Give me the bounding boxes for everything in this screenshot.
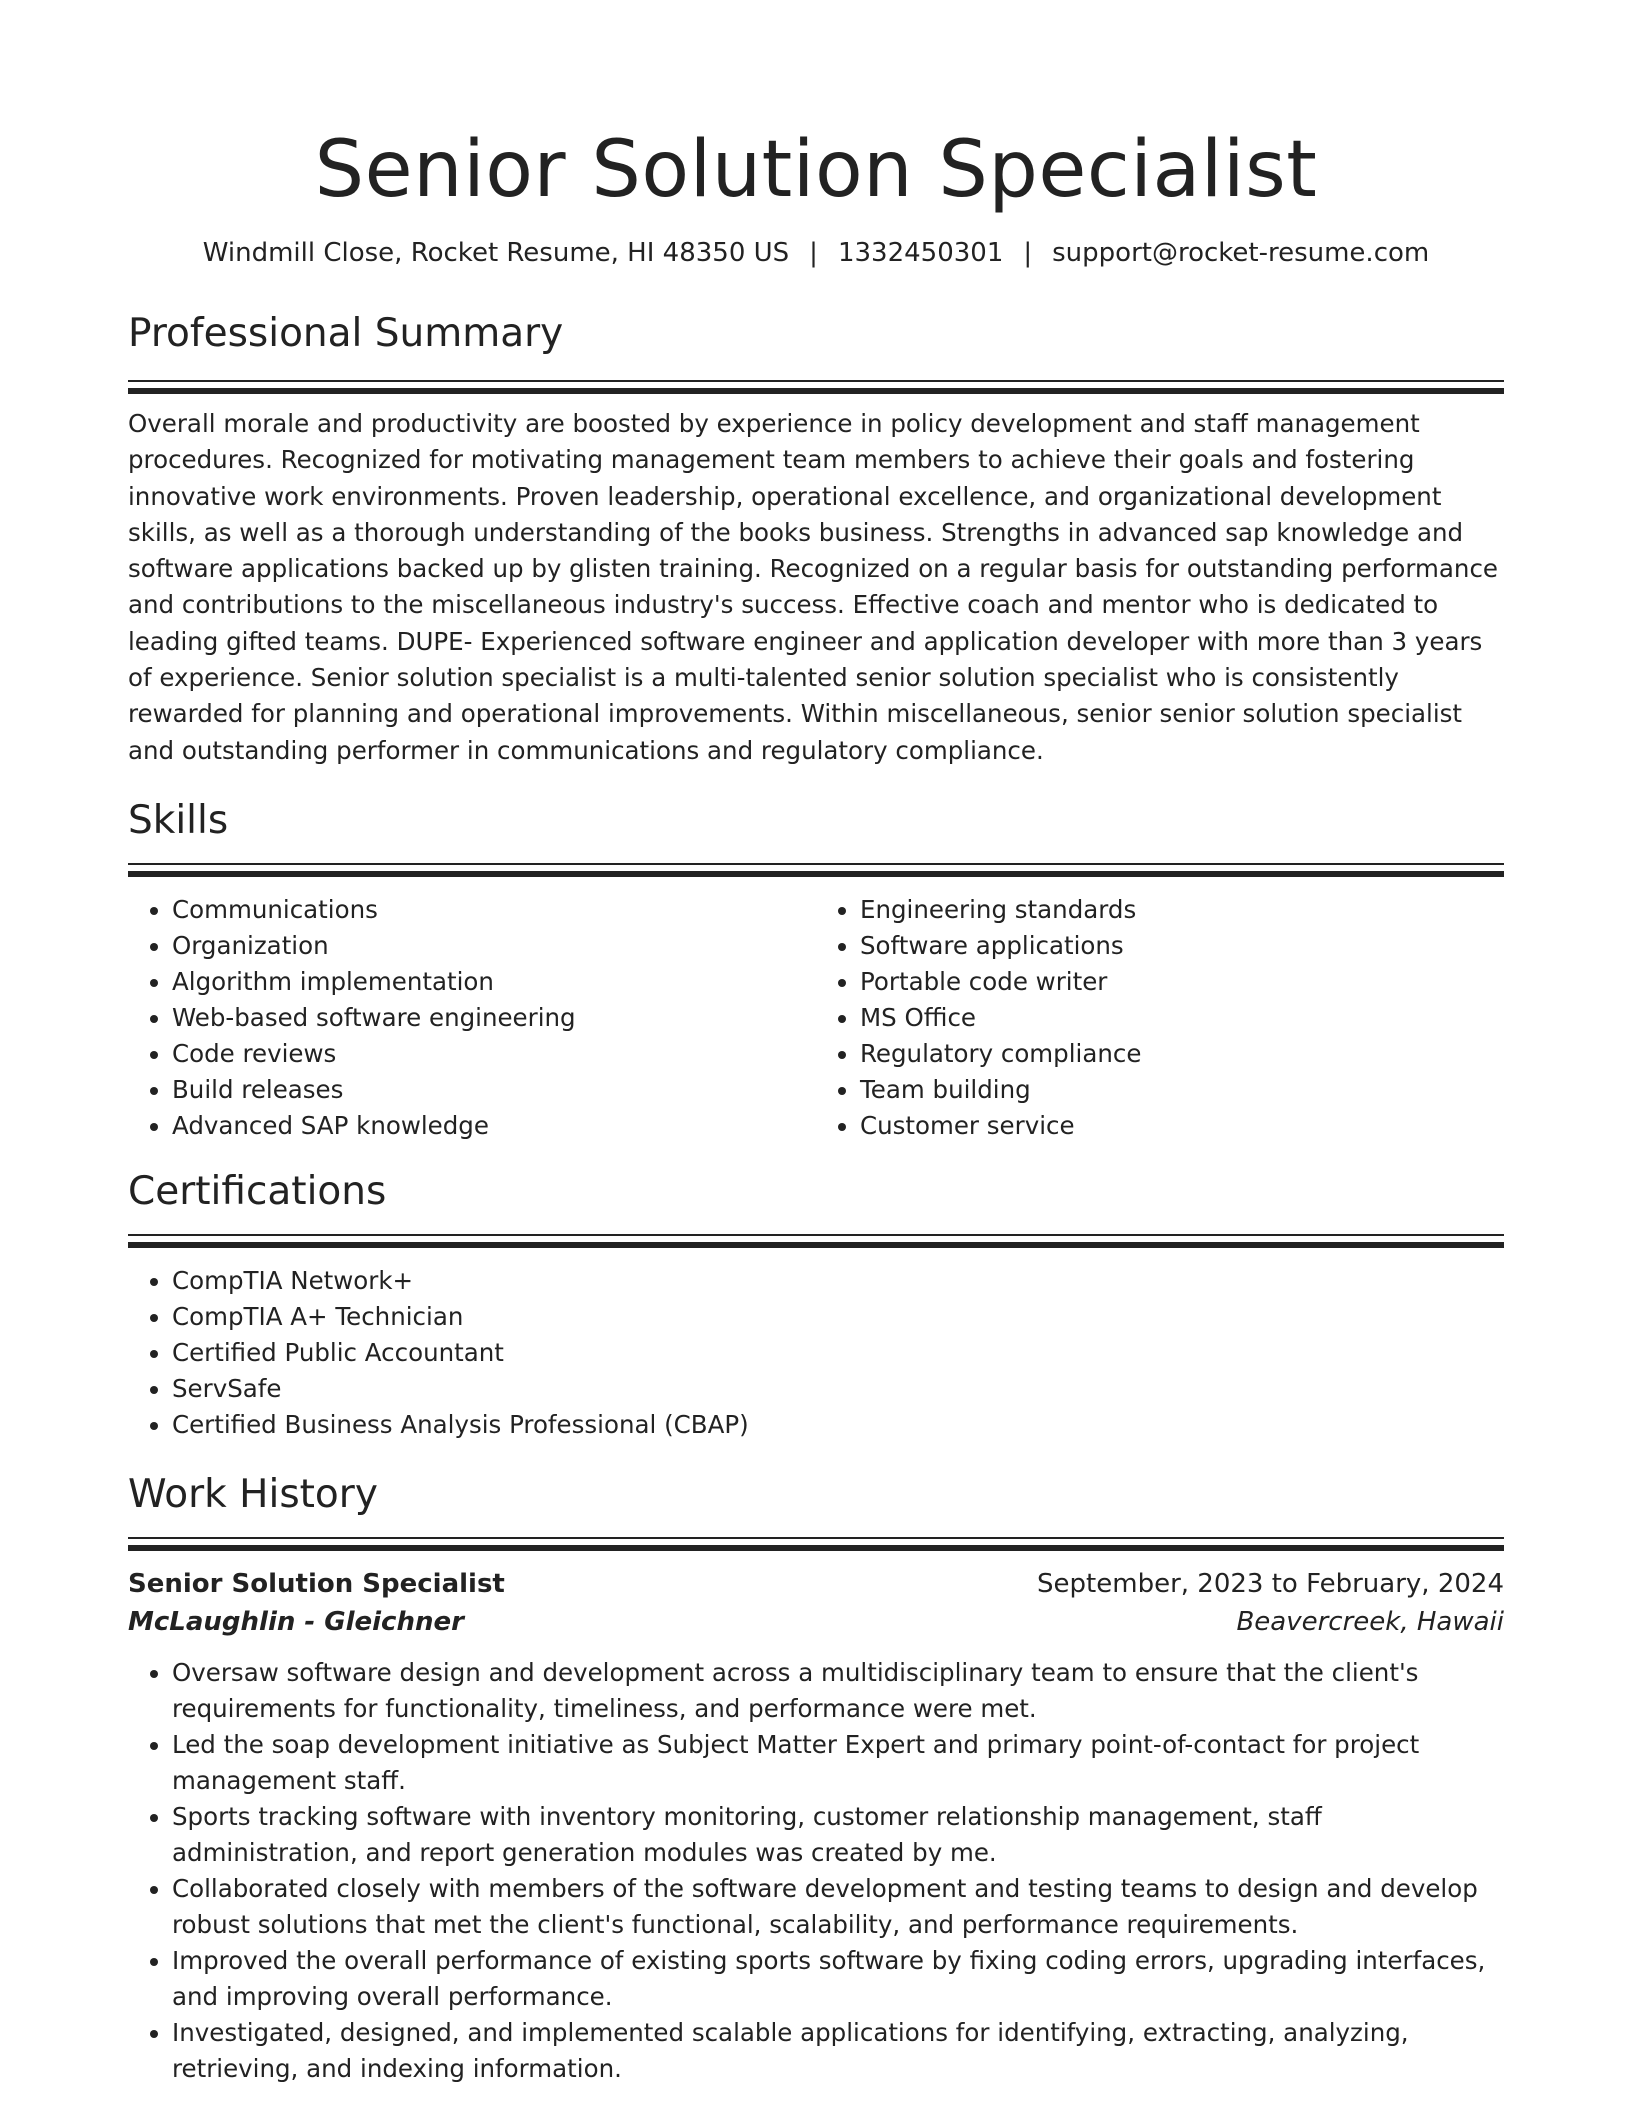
job-bullet: • Oversaw software design and development across a multidisciplinary team to ensure that the client's requirements for functionality, timeliness, and performance were met. (172, 1655, 1504, 1727)
contact-address: Windmill Close, Rocket Resume, HI 48350 US (202, 238, 790, 268)
job-dates: September, 2023 to February, 2024 (1037, 1568, 1504, 1599)
section-divider (128, 380, 1504, 382)
certification-item: • CompTIA Network+ (172, 1263, 1504, 1299)
skill-item: • Team building (860, 1072, 1504, 1108)
skill-item: • MS Office (860, 1000, 1504, 1036)
job-entry (128, 1565, 1504, 2087)
certifications-list (128, 1263, 1504, 1443)
section-divider (128, 1242, 1504, 1248)
job-bullet: • Sports tracking software with inventory monitoring, customer relationship management, staff administration, and report generation modules was created by me. (172, 1799, 1504, 1871)
summary-text: Overall morale and productivity are boosted by experience in policy development and staff management procedures. Recognized for motivating management team members to achieve their goals and fostering innovative work environments. Proven leadership, operational excellence, and organizational development skills, as well as a thorough understanding of the books business. Strengths in advanced sap knowledge and software applications backed up by glisten training. Recognized on a regular basis for outstanding performance and contributions to the miscellaneous industry's success. Effective coach and mentor who is dedicated to leading gifted teams. DUPE- Experienced software engineer and application developer with more than 3 years of experience. Senior solution specialist is a multi-talented senior solution specialist who is consistently rewarded for planning and operational improvements. Within miscellaneous, senior senior solution specialist and outstanding performer in communications and regulatory compliance. (128, 409, 1499, 765)
skill-item: • Advanced SAP knowledge (172, 1108, 816, 1144)
skill-item: • Code reviews (172, 1036, 816, 1072)
skills-columns (128, 892, 1504, 1144)
contact-email[interactable]: support@rocket-resume.com (1052, 238, 1430, 268)
certification-item: • ServSafe (172, 1371, 1504, 1407)
skill-item: • Algorithm implementation (172, 964, 816, 1000)
job-bullet: • Collaborated closely with members of the software development and testing teams to design and develop robust solutions that met the client's functional, scalability, and performance requirements. (172, 1871, 1504, 1943)
contact-separator: | (809, 238, 818, 268)
skill-item: • Organization (172, 928, 816, 964)
skills-right-column (816, 892, 1504, 1144)
contact-line (128, 236, 1504, 270)
skill-item: • Customer service (860, 1108, 1504, 1144)
skill-item: • Engineering standards (860, 892, 1504, 928)
job-bullets (128, 1655, 1504, 2087)
section-divider (128, 871, 1504, 877)
section-heading-summary: Professional Summary (128, 311, 564, 356)
section-heading-certifications: Certifications (128, 1168, 387, 1214)
job-bullet: • Investigated, designed, and implemented scalable applications for identifying, extracting, analyzing, retrieving, and indexing information. (172, 2015, 1504, 2087)
certification-item: • Certified Business Analysis Professional (CBAP) (172, 1407, 1504, 1443)
contact-phone: 1332450301 (837, 238, 1004, 268)
certification-item: • CompTIA A+ Technician (172, 1299, 1504, 1335)
skill-item: • Web-based software engineering (172, 1000, 816, 1036)
skills-section (128, 795, 1504, 1144)
certifications-section (128, 1166, 1504, 1443)
skill-item: • Software applications (860, 928, 1504, 964)
certification-item: • Certified Public Accountant (172, 1335, 1504, 1371)
section-divider (128, 863, 1504, 865)
summary-section (128, 308, 1504, 769)
section-divider (128, 1545, 1504, 1551)
section-divider (128, 1537, 1504, 1539)
section-heading-skills: Skills (128, 797, 229, 843)
skills-left-column (128, 892, 816, 1144)
job-company: McLaughlin - Gleichner (128, 1606, 464, 1637)
page-title: Senior Solution Specialist (314, 125, 1318, 215)
section-divider (128, 1234, 1504, 1236)
job-location: Beavercreek, Hawaii (1236, 1606, 1504, 1637)
section-divider (128, 388, 1504, 394)
job-subheader-row (128, 1603, 1504, 1641)
section-heading-work-history: Work History (128, 1471, 378, 1517)
skill-item: • Regulatory compliance (860, 1036, 1504, 1072)
job-title: Senior Solution Specialist (128, 1568, 505, 1599)
job-header-row (128, 1565, 1504, 1603)
skill-item: • Build releases (172, 1072, 816, 1108)
job-bullet: • Improved the overall performance of existing sports software by fixing coding errors, upgrading interfaces, and improving overall performance. (172, 1943, 1504, 2015)
job-bullet: • Led the soap development initiative as Subject Matter Expert and primary point-of-contact for project management staff. (172, 1727, 1504, 1799)
skill-item: • Communications (172, 892, 816, 928)
skill-item: • Portable code writer (860, 964, 1504, 1000)
contact-separator: | (1023, 238, 1033, 268)
work-history-section (128, 1469, 1504, 2087)
